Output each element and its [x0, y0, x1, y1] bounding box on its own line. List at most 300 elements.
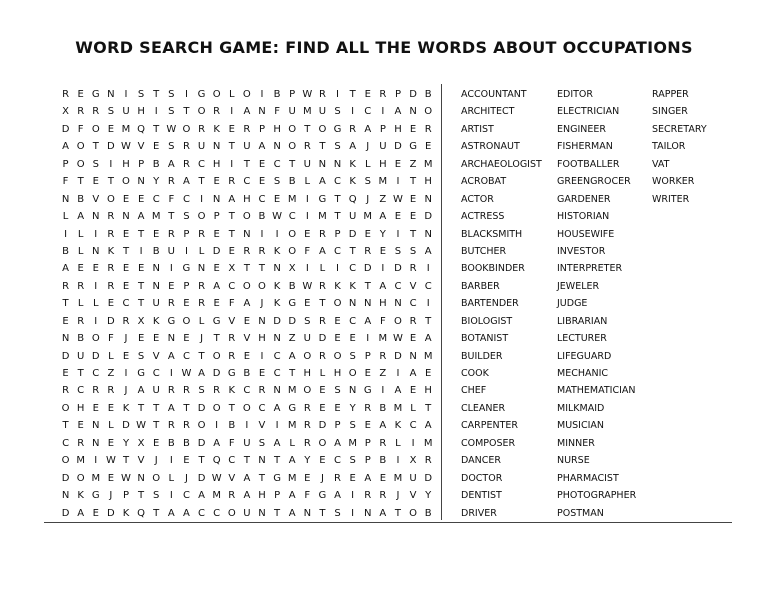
grid-letter[interactable]: T [319, 298, 326, 310]
grid-letter[interactable]: D [273, 315, 281, 327]
grid-letter[interactable]: D [197, 437, 206, 449]
grid-letter[interactable]: H [212, 158, 221, 170]
grid-letter[interactable]: E [153, 437, 160, 449]
grid-letter[interactable]: V [137, 141, 145, 153]
grid-letter[interactable]: E [258, 368, 266, 379]
grid-letter[interactable]: E [107, 123, 115, 135]
grid-letter[interactable]: S [258, 437, 266, 449]
grid-letter[interactable]: R [167, 298, 175, 310]
grid-letter[interactable]: F [228, 298, 235, 310]
grid-letter[interactable]: M [151, 211, 161, 223]
grid-letter[interactable]: A [77, 507, 85, 519]
grid-letter[interactable]: G [212, 315, 221, 327]
grid-letter[interactable]: R [228, 350, 236, 362]
grid-letter[interactable]: U [243, 507, 251, 519]
grid-letter[interactable]: A [137, 385, 145, 397]
grid-letter[interactable]: H [122, 158, 130, 170]
grid-letter[interactable]: U [152, 385, 160, 397]
grid-letter[interactable]: N [258, 455, 266, 467]
grid-letter[interactable]: E [92, 176, 99, 188]
grid-letter[interactable]: F [62, 176, 69, 188]
grid-letter[interactable]: D [197, 402, 206, 414]
grid-letter[interactable]: T [153, 402, 160, 414]
grid-letter[interactable]: E [183, 333, 190, 345]
grid-letter[interactable]: E [379, 245, 387, 257]
grid-letter[interactable]: O [288, 245, 297, 257]
grid-letter[interactable]: G [273, 472, 281, 484]
grid-letter[interactable]: C [228, 280, 236, 292]
grid-letter[interactable]: M [378, 333, 388, 345]
grid-letter[interactable]: R [77, 437, 85, 449]
grid-letter[interactable]: B [288, 280, 296, 292]
grid-letter[interactable]: A [288, 350, 296, 362]
grid-letter[interactable]: N [273, 263, 281, 275]
grid-letter[interactable]: V [137, 455, 145, 467]
grid-letter[interactable]: A [167, 158, 175, 170]
grid-letter[interactable]: G [363, 385, 372, 397]
grid-letter[interactable]: N [409, 350, 417, 362]
grid-letter[interactable]: E [183, 298, 190, 310]
grid-letter[interactable]: C [213, 507, 221, 519]
grid-letter[interactable]: G [182, 263, 191, 275]
grid-letter[interactable]: T [228, 228, 235, 240]
grid-letter[interactable]: S [168, 89, 175, 100]
grid-letter[interactable]: E [122, 263, 130, 275]
grid-letter[interactable]: R [379, 437, 387, 449]
grid-letter[interactable]: R [258, 245, 266, 257]
grid-letter[interactable]: A [424, 333, 432, 345]
grid-letter[interactable]: P [289, 89, 296, 100]
grid-letter[interactable]: E [364, 368, 371, 379]
grid-letter[interactable]: U [167, 245, 175, 257]
grid-letter[interactable]: E [107, 437, 115, 449]
grid-letter[interactable]: M [393, 402, 403, 414]
grid-letter[interactable]: Z [379, 193, 387, 205]
grid-letter[interactable]: E [213, 228, 220, 240]
grid-letter[interactable]: N [318, 158, 327, 170]
grid-letter[interactable]: T [304, 123, 311, 135]
grid-letter[interactable]: L [77, 245, 84, 257]
grid-letter[interactable]: P [213, 211, 220, 223]
grid-letter[interactable]: O [76, 472, 85, 484]
grid-letter[interactable]: R [182, 420, 190, 432]
grid-letter[interactable]: U [77, 350, 85, 362]
grid-letter[interactable]: O [242, 280, 251, 292]
grid-letter[interactable]: R [77, 315, 85, 327]
grid-letter[interactable]: A [167, 507, 175, 519]
grid-letter[interactable]: O [288, 228, 297, 240]
grid-letter[interactable]: E [349, 333, 356, 345]
grid-letter[interactable]: T [198, 350, 205, 362]
grid-letter[interactable]: W [211, 472, 222, 484]
grid-letter[interactable]: R [424, 455, 432, 467]
grid-letter[interactable]: M [318, 211, 327, 223]
grid-letter[interactable]: B [182, 437, 190, 449]
grid-letter[interactable]: T [62, 298, 69, 310]
grid-letter[interactable]: Z [107, 368, 115, 379]
grid-letter[interactable]: P [122, 490, 129, 502]
grid-letter[interactable]: C [77, 385, 85, 397]
grid-letter[interactable]: B [167, 437, 175, 449]
grid-letter[interactable]: I [366, 333, 370, 345]
grid-letter[interactable]: V [228, 472, 236, 484]
grid-letter[interactable]: S [168, 106, 175, 118]
grid-letter[interactable]: M [76, 455, 85, 467]
grid-letter[interactable]: K [273, 298, 281, 310]
grid-letter[interactable]: I [184, 89, 188, 100]
grid-letter[interactable]: O [409, 507, 417, 519]
grid-letter[interactable]: M [212, 490, 221, 502]
grid-letter[interactable]: W [136, 420, 147, 432]
grid-letter[interactable]: X [137, 315, 145, 327]
grid-letter[interactable]: E [183, 455, 190, 467]
grid-letter[interactable]: E [319, 402, 326, 414]
grid-letter[interactable]: D [61, 123, 70, 135]
grid-letter[interactable]: H [424, 385, 432, 397]
grid-letter[interactable]: B [379, 402, 387, 414]
grid-letter[interactable]: N [61, 333, 70, 345]
grid-letter[interactable]: I [94, 280, 98, 292]
grid-letter[interactable]: R [243, 245, 251, 257]
grid-letter[interactable]: N [348, 298, 357, 310]
grid-letter[interactable]: O [76, 158, 85, 170]
grid-letter[interactable]: E [334, 333, 341, 345]
grid-letter[interactable]: S [137, 89, 145, 100]
grid-letter[interactable]: O [212, 350, 221, 362]
grid-letter[interactable]: I [396, 368, 400, 379]
grid-letter[interactable]: R [318, 280, 326, 292]
grid-letter[interactable]: E [304, 472, 311, 484]
grid-letter[interactable]: C [182, 490, 190, 502]
grid-letter[interactable]: R [198, 280, 206, 292]
grid-letter[interactable]: B [77, 193, 85, 205]
grid-letter[interactable]: T [198, 455, 205, 467]
grid-letter[interactable]: I [305, 211, 309, 223]
grid-letter[interactable]: P [334, 228, 341, 240]
grid-letter[interactable]: O [242, 89, 251, 100]
grid-letter[interactable]: I [169, 263, 173, 275]
grid-letter[interactable]: T [274, 507, 281, 519]
grid-letter[interactable]: W [302, 280, 313, 292]
grid-letter[interactable]: T [319, 141, 326, 153]
grid-letter[interactable]: R [77, 106, 85, 118]
grid-letter[interactable]: I [351, 106, 355, 118]
grid-letter[interactable]: V [258, 420, 266, 432]
grid-letter[interactable]: P [364, 455, 371, 467]
grid-letter[interactable]: T [62, 420, 69, 432]
grid-letter[interactable]: T [349, 245, 356, 257]
grid-letter[interactable]: S [153, 490, 160, 502]
grid-letter[interactable]: A [243, 106, 251, 118]
grid-letter[interactable]: A [213, 280, 221, 292]
grid-letter[interactable]: T [243, 158, 250, 170]
grid-letter[interactable]: A [379, 280, 387, 292]
grid-letter[interactable]: P [334, 420, 341, 432]
grid-letter[interactable]: E [394, 158, 402, 170]
grid-letter[interactable]: J [260, 298, 264, 310]
grid-letter[interactable]: L [108, 420, 114, 432]
grid-letter[interactable]: I [169, 368, 173, 379]
grid-letter[interactable]: L [108, 350, 114, 362]
grid-letter[interactable]: E [394, 211, 402, 223]
grid-letter[interactable]: G [91, 89, 100, 100]
grid-letter[interactable]: T [425, 402, 432, 414]
grid-letter[interactable]: E [258, 158, 266, 170]
grid-letter[interactable]: O [288, 141, 297, 153]
grid-letter[interactable]: T [153, 123, 160, 135]
grid-letter[interactable]: E [409, 385, 417, 397]
grid-letter[interactable]: T [168, 211, 175, 223]
grid-letter[interactable]: N [197, 263, 206, 275]
grid-letter[interactable]: K [228, 385, 236, 397]
grid-letter[interactable]: I [215, 420, 219, 432]
grid-letter[interactable]: O [91, 333, 100, 345]
grid-letter[interactable]: X [228, 263, 236, 275]
grid-letter[interactable]: A [394, 385, 402, 397]
grid-letter[interactable]: R [92, 385, 100, 397]
grid-letter[interactable]: A [137, 211, 145, 223]
grid-letter[interactable]: P [394, 89, 401, 100]
grid-letter[interactable]: K [107, 245, 115, 257]
grid-letter[interactable]: S [364, 176, 371, 188]
grid-letter[interactable]: A [273, 437, 281, 449]
grid-letter[interactable]: N [409, 106, 417, 118]
grid-letter[interactable]: K [122, 402, 130, 414]
grid-letter[interactable]: Y [379, 228, 386, 240]
grid-letter[interactable]: G [137, 368, 145, 379]
grid-letter[interactable]: W [393, 193, 403, 205]
grid-letter[interactable]: N [273, 333, 281, 345]
grid-letter[interactable]: C [122, 298, 130, 310]
grid-letter[interactable]: A [183, 507, 190, 519]
grid-letter[interactable]: T [319, 507, 326, 519]
grid-letter[interactable]: I [260, 89, 264, 100]
grid-letter[interactable]: D [107, 141, 115, 153]
grid-letter[interactable]: U [122, 106, 130, 118]
grid-letter[interactable]: T [425, 315, 432, 327]
grid-letter[interactable]: B [379, 455, 387, 467]
grid-letter[interactable]: R [228, 176, 236, 188]
grid-letter[interactable]: I [275, 228, 279, 240]
grid-letter[interactable]: C [349, 315, 357, 327]
grid-letter[interactable]: C [198, 507, 206, 519]
grid-letter[interactable]: C [409, 298, 417, 310]
grid-letter[interactable]: I [260, 350, 264, 362]
grid-letter[interactable]: A [364, 123, 372, 135]
grid-letter[interactable]: N [273, 385, 281, 397]
grid-letter[interactable]: Q [137, 507, 146, 519]
grid-letter[interactable]: T [289, 368, 296, 379]
grid-letter[interactable]: S [168, 141, 175, 153]
grid-letter[interactable]: N [243, 228, 251, 240]
grid-letter[interactable]: C [258, 402, 266, 414]
grid-letter[interactable]: H [424, 176, 432, 188]
grid-letter[interactable]: O [152, 472, 161, 484]
grid-letter[interactable]: E [304, 298, 311, 310]
grid-letter[interactable]: R [364, 402, 372, 414]
grid-letter[interactable]: A [334, 437, 341, 449]
grid-letter[interactable]: R [182, 385, 190, 397]
grid-letter[interactable]: U [303, 333, 311, 345]
grid-letter[interactable]: E [77, 263, 84, 275]
grid-letter[interactable]: D [394, 263, 402, 275]
grid-letter[interactable]: V [243, 333, 251, 345]
grid-letter[interactable]: R [77, 280, 85, 292]
grid-letter[interactable]: E [153, 141, 160, 153]
grid-letter[interactable]: N [273, 141, 281, 153]
grid-letter[interactable]: U [348, 211, 357, 223]
grid-letter[interactable]: A [379, 507, 387, 519]
grid-letter[interactable]: S [107, 106, 115, 118]
grid-letter[interactable]: U [243, 141, 251, 153]
grid-letter[interactable]: R [213, 106, 221, 118]
grid-letter[interactable]: A [394, 106, 402, 118]
grid-letter[interactable]: R [167, 385, 175, 397]
grid-letter[interactable]: M [423, 350, 433, 362]
grid-letter[interactable]: R [107, 385, 115, 397]
grid-letter[interactable]: E [107, 298, 115, 310]
grid-letter[interactable]: O [212, 89, 221, 100]
grid-letter[interactable]: U [318, 106, 327, 118]
grid-letter[interactable]: T [334, 193, 341, 205]
grid-letter[interactable]: T [394, 507, 402, 519]
grid-letter[interactable]: I [336, 263, 339, 275]
grid-letter[interactable]: G [318, 193, 327, 205]
grid-letter[interactable]: Q [137, 123, 146, 135]
grid-letter[interactable]: H [303, 368, 312, 379]
grid-letter[interactable]: C [62, 437, 70, 449]
grid-letter[interactable]: I [351, 490, 355, 502]
grid-letter[interactable]: P [183, 228, 190, 240]
grid-letter[interactable]: I [381, 106, 385, 118]
grid-letter[interactable]: W [166, 123, 177, 135]
grid-letter[interactable]: R [303, 420, 311, 432]
grid-letter[interactable]: E [425, 141, 432, 153]
grid-letter[interactable]: A [62, 263, 69, 275]
grid-letter[interactable]: K [273, 280, 281, 292]
grid-letter[interactable]: W [302, 89, 313, 100]
grid-letter[interactable]: R [107, 228, 115, 240]
grid-letter[interactable]: O [227, 507, 236, 519]
grid-letter[interactable]: A [198, 368, 205, 379]
grid-letter[interactable]: K [213, 123, 220, 135]
grid-letter[interactable]: M [121, 123, 131, 135]
grid-letter[interactable]: W [181, 368, 192, 379]
grid-letter[interactable]: T [77, 176, 84, 188]
grid-letter[interactable]: K [122, 507, 130, 519]
grid-letter[interactable]: R [198, 228, 206, 240]
grid-letter[interactable]: I [169, 455, 173, 467]
grid-letter[interactable]: Z [379, 368, 387, 379]
grid-letter[interactable]: I [230, 106, 234, 118]
grid-letter[interactable]: T [289, 158, 296, 170]
grid-letter[interactable]: G [197, 89, 206, 100]
grid-letter[interactable]: I [245, 420, 249, 432]
grid-letter[interactable]: I [381, 385, 385, 397]
grid-letter[interactable]: E [92, 402, 99, 414]
grid-letter[interactable]: E [364, 89, 371, 100]
grid-letter[interactable]: A [364, 315, 372, 327]
grid-letter[interactable]: C [273, 350, 281, 362]
grid-letter[interactable]: X [288, 263, 296, 275]
grid-letter[interactable]: I [124, 89, 128, 100]
grid-letter[interactable]: T [334, 211, 341, 223]
grid-letter[interactable]: C [394, 280, 402, 292]
grid-letter[interactable]: N [92, 245, 100, 257]
grid-letter[interactable]: R [167, 420, 175, 432]
grid-letter[interactable]: M [393, 472, 403, 484]
grid-letter[interactable]: E [258, 176, 266, 188]
grid-letter[interactable]: I [200, 193, 204, 205]
grid-letter[interactable]: I [426, 298, 430, 310]
grid-letter[interactable]: P [364, 350, 371, 362]
grid-letter[interactable]: M [378, 176, 388, 188]
grid-letter[interactable]: R [318, 350, 326, 362]
grid-letter[interactable]: R [182, 141, 190, 153]
grid-letter[interactable]: J [184, 472, 188, 484]
grid-letter[interactable]: C [182, 193, 190, 205]
grid-letter[interactable]: G [227, 368, 236, 379]
grid-letter[interactable]: I [124, 368, 128, 379]
grid-letter[interactable]: L [289, 437, 295, 449]
grid-letter[interactable]: N [364, 298, 372, 310]
grid-letter[interactable]: I [275, 420, 279, 432]
grid-letter[interactable]: E [62, 368, 69, 379]
grid-letter[interactable]: R [228, 490, 236, 502]
grid-letter[interactable]: J [200, 333, 204, 345]
grid-letter[interactable]: M [423, 158, 433, 170]
grid-letter[interactable]: I [351, 507, 355, 519]
grid-letter[interactable]: R [167, 228, 175, 240]
grid-letter[interactable]: Y [425, 490, 432, 502]
grid-letter[interactable]: C [288, 211, 296, 223]
grid-letter[interactable]: O [106, 193, 115, 205]
grid-letter[interactable]: T [213, 333, 220, 345]
grid-letter[interactable]: O [394, 315, 402, 327]
grid-letter[interactable]: A [424, 420, 432, 432]
grid-letter[interactable]: D [212, 245, 221, 257]
grid-letter[interactable]: A [379, 211, 387, 223]
grid-letter[interactable]: B [288, 176, 296, 188]
grid-letter[interactable]: R [213, 385, 221, 397]
grid-letter[interactable]: K [334, 280, 341, 292]
grid-letter[interactable]: E [319, 455, 326, 467]
grid-letter[interactable]: B [243, 368, 251, 379]
grid-letter[interactable]: C [182, 350, 190, 362]
grid-letter[interactable]: J [124, 333, 128, 345]
grid-letter[interactable]: E [77, 420, 84, 432]
grid-letter[interactable]: I [184, 245, 188, 257]
grid-letter[interactable]: A [288, 455, 296, 467]
grid-letter[interactable]: O [212, 402, 221, 414]
grid-letter[interactable]: O [197, 420, 206, 432]
grid-letter[interactable]: D [107, 315, 115, 327]
grid-letter[interactable]: A [318, 176, 326, 188]
grid-letter[interactable]: D [212, 368, 221, 379]
grid-letter[interactable]: L [228, 89, 235, 100]
grid-letter[interactable]: M [287, 385, 297, 397]
grid-letter[interactable]: U [152, 298, 160, 310]
grid-letter[interactable]: T [153, 507, 160, 519]
grid-letter[interactable]: L [62, 211, 69, 223]
grid-letter[interactable]: S [334, 106, 341, 118]
grid-letter[interactable]: V [409, 490, 417, 502]
grid-letter[interactable]: U [409, 472, 417, 484]
grid-letter[interactable]: R [424, 123, 432, 135]
grid-letter[interactable]: E [153, 333, 160, 345]
grid-letter[interactable]: B [273, 89, 281, 100]
grid-letter[interactable]: I [94, 315, 98, 327]
